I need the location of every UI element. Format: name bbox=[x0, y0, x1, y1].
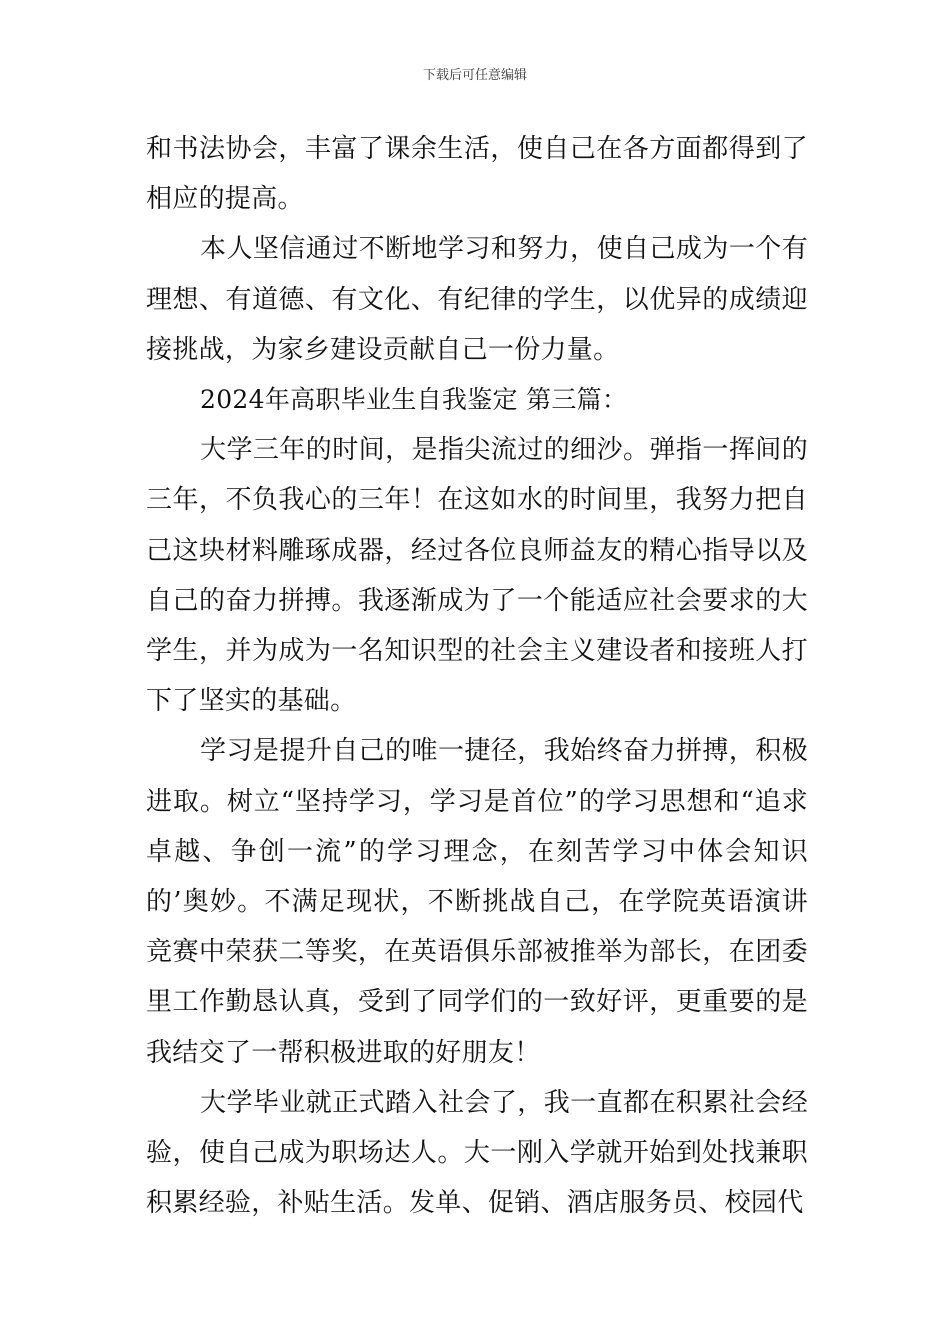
paragraph-university-years: 大学三年的时间，是指尖流过的细沙。弹指一挥间的三年，不负我心的三年！在这如水的时间里，我努力把自己这块材料雕琢成器，经过各位良师益友的精心指导以及自己的奋力拼搏。我逐渐成为了一个能适应社会要求的大学生，并为成为一名知识型的社会主义建设者和接班人打下了坚实的基础。 bbox=[146, 435, 808, 717]
paragraph-continuation: 和书法协会，丰富了课余生活，使自己在各方面都得到了相应的提高。 bbox=[146, 134, 808, 215]
paragraph-belief: 本人坚信通过不断地学习和努力，使自己成为一个有理想、有道德、有文化、有纪律的学生，以优异的成绩迎接挑战，为家乡建设贡献自己一份力量。 bbox=[146, 234, 808, 365]
section-heading: 2024年高职毕业生自我鉴定 第三篇： bbox=[200, 385, 628, 415]
paragraph-study: 学习是提升自己的唯一捷径，我始终奋力拼搏，积极进取。树立“坚持学习，学习是首位”的学习思想和“追求卓越、争创一流”的学习理念，在刻苦学习中体会知识的’奥妙。不满足现状，不断挑战自己，在学院英语演讲竞赛中荣获二等奖，在英语俱乐部被推举为部长，在团委里工作勤恳认真，受到了同学们的一致好评，更重要的是我结交了一帮积极进取的好朋友！ bbox=[146, 736, 808, 1068]
page-header-note: 下载后可任意编辑 bbox=[422, 68, 527, 83]
paragraph-social-experience: 大学毕业就正式踏入社会了，我一直都在积累社会经验，使自己成为职场达人。大一刚入学就开始到处找兼职积累经验，补贴生活。发单、促销、酒店服务员、校园代 bbox=[146, 1087, 808, 1219]
document-body bbox=[146, 124, 808, 1228]
